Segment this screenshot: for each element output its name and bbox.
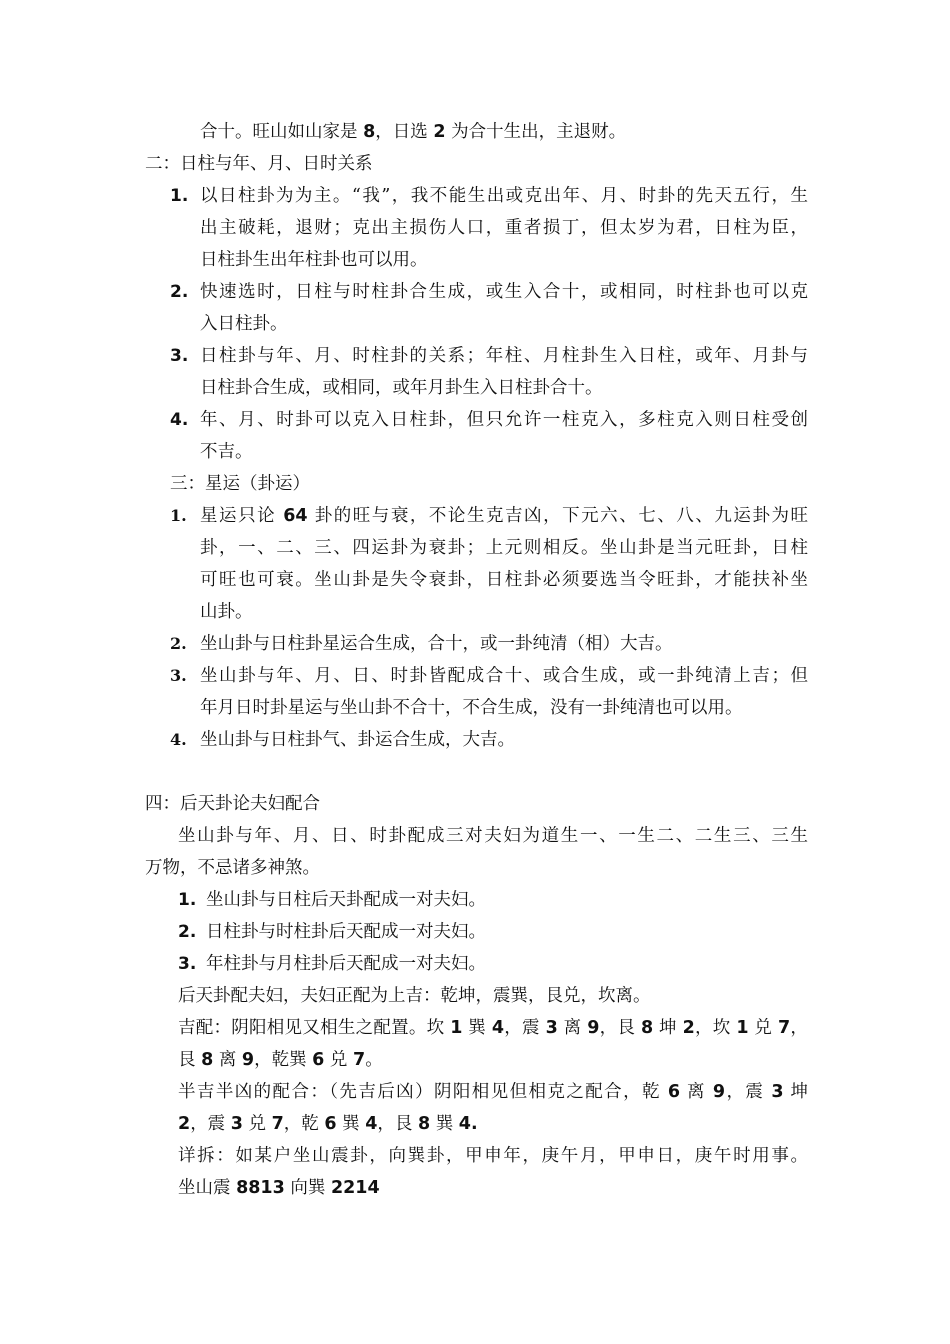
text-line: 年月日时卦星运与坐山卦不合十，不合生成，没有一卦纯清也可以用。	[200, 698, 743, 718]
text-line: 坐山震 8813 向巽 2214	[178, 1178, 380, 1198]
list-number: 3.	[170, 346, 189, 366]
section-heading-2: 二：日柱与年、月、日时关系	[145, 154, 373, 174]
list-number: 2.	[170, 282, 189, 302]
text-line: 坐山卦与日柱后天卦配成一对夫妇。	[206, 890, 486, 910]
text-line: 后天卦配夫妇，夫妇正配为上吉：乾坤，震巽，艮兑，坎离。	[178, 986, 651, 1006]
text-line: 日柱卦合生成，或相同，或年月卦生入日柱卦合十。	[200, 378, 603, 398]
text-line: 坐山卦与年、月、日、时卦皆配成合十、或合生成，或一卦纯清上吉；但	[200, 666, 808, 686]
text-line: 艮 8 离 9，乾巽 6 兑 7。	[178, 1050, 383, 1070]
list-number: 3.	[170, 666, 187, 685]
text-line: 年柱卦与月柱卦后天配成一对夫妇。	[206, 954, 486, 974]
text-line: 万物，不忌诸多神煞。	[145, 858, 320, 878]
text-line: 出主破耗，退财；克出主损伤人口，重者损丁，但太岁为君，日柱为臣，	[200, 218, 808, 238]
section-heading-4: 四：后天卦论夫妇配合	[145, 794, 320, 814]
text-line: 坐山卦与日柱卦星运合生成，合十，或一卦纯清（相）大吉。	[200, 634, 673, 654]
text-line: 日柱卦与时柱卦后天配成一对夫妇。	[206, 922, 486, 942]
text-line: 星运只论 64 卦的旺与衰，不论生克吉凶，下元六、七、八、九运卦为旺	[200, 506, 809, 526]
text-line: 卦，一、二、三、四运卦为衰卦；上元则相反。坐山卦是当元旺卦，日柱	[200, 538, 808, 558]
text-line: 日柱卦生出年柱卦也可以用。	[200, 250, 428, 270]
text-line: 半吉半凶的配合：（先吉后凶）阴阳相见但相克之配合，乾 6 离 9，震 3 坤	[178, 1082, 808, 1102]
section-heading-3: 三：星运（卦运）	[170, 474, 310, 494]
text-line: 年、月、时卦可以克入日柱卦，但只允许一柱克入，多柱克入则日柱受创	[200, 410, 808, 430]
text-line: 合十。旺山如山家是 8，日选 2 为合十生出，主退财。	[200, 122, 627, 142]
text-line: 坐山卦与日柱卦气、卦运合生成，大吉。	[200, 730, 515, 750]
text-line: 吉配：阴阳相见又相生之配置。坎 1 巽 4，震 3 离 9，艮 8 坤 2，坎 1 兑 7，	[178, 1018, 808, 1038]
text-line: 可旺也可衰。坐山卦是失令衰卦，日柱卦必须要选当令旺卦，才能扶补坐	[200, 570, 808, 590]
list-number: 2.	[170, 634, 187, 653]
text-line: 以日柱卦为为主。“我”，我不能生出或克出年、月、时卦的先天五行，生	[200, 186, 808, 206]
text-line: 不吉。	[200, 442, 253, 462]
list-number: 1.	[170, 186, 189, 206]
list-number: 1.	[170, 506, 187, 525]
text-line: 坐山卦与年、月、日、时卦配成三对夫妇为道生一、一生二、二生三、三生	[178, 826, 808, 846]
list-number: 3.	[178, 954, 197, 974]
text-line: 详拆：如某户坐山震卦，向巽卦，甲申年，庚午月，甲申日，庚午时用事。	[178, 1146, 808, 1166]
list-number: 4.	[170, 730, 187, 749]
list-number: 4.	[170, 410, 189, 430]
text-line: 2，震 3 兑 7，乾 6 巽 4，艮 8 巽 4.	[178, 1114, 478, 1134]
text-line: 快速选时，日柱与时柱卦合生成，或生入合十，或相同，时柱卦也可以克	[200, 282, 808, 302]
text-line: 入日柱卦。	[200, 314, 288, 334]
text-line: 山卦。	[200, 602, 253, 622]
list-number: 2.	[178, 922, 197, 942]
list-number: 1.	[178, 890, 197, 910]
text-line: 日柱卦与年、月、时柱卦的关系；年柱、月柱卦生入日柱，或年、月卦与	[200, 346, 808, 366]
